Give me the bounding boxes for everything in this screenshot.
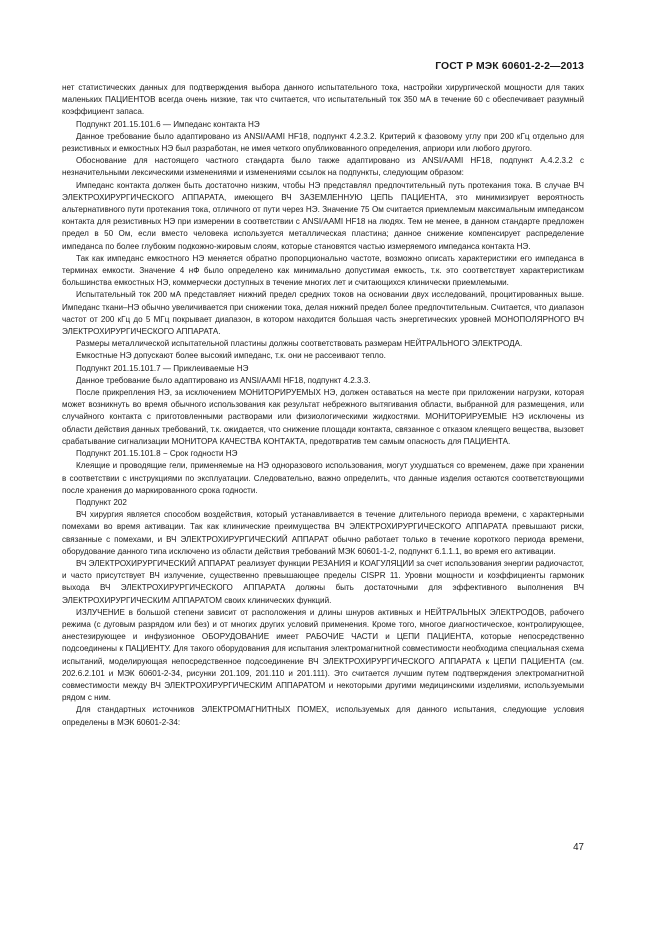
paragraph: ВЧ ЭЛЕКТРОХИРУРГИЧЕСКИЙ АППАРАТ реализует функции РЕЗАНИЯ и КОАГУЛЯЦИИ за счет использования энергии радиочастот, и часто присутствует ВЧ излучение, существенно превышающее пределы CISPR 11. Уровни мощности и коэффициенты гармоник выхода ВЧ ЭЛЕКТРОХИРУРГИЧЕСКОГО АППАРАТА должны быть достаточными для эффективного выполнения ВЧ ЭЛЕКТРОХИРУРГИЧЕСКИМ АППАРАТОМ своих клинических функций. [62,558,584,605]
paragraph: Данное требование было адаптировано из ANSI/AAMI HF18, подпункт 4.2.3.2. Критерий к фазовому углу при 200 кГц отдельно для резистивных и емкостных НЭ был разработан, не имея четкого опубликованного определения, априори или любого другого. [62,131,584,154]
paragraph: Клеящие и проводящие гели, применяемые на НЭ одноразового использования, могут ухудшаться со временем, даже при хранении в соответствии с инструкциями по эксплуатации. Следовательно, важно определить, что данные изделия остаются соответствующими после хранения до маркированного срока годности. [62,461,584,495]
paragraph: ИЗЛУЧЕНИЕ в большой степени зависит от расположения и длины шнуров активных и НЕЙТРАЛЬНЫХ ЭЛЕКТРОДОВ, рабочего режима (с дуговым разрядом или без) и от многих других условий применения. Кроме того, многое диагностическое, контролирующее, анестезирующее и инфузионное ОБОРУДОВАНИЕ имеет РАБОЧИЕ ЧАСТИ и ЦЕПИ ПАЦИЕНТА, которые непосредственно подсоединены к ПАЦИЕНТУ. Для такого оборудования для испытания электромагнитной совместимости необходима специальная схема испытаний, моделирующая непосредственное подсоединение ВЧ ЭЛЕКТРОХИРУРГИЧЕСКОГО АППАРАТА к ЦЕПИ ПАЦИЕНТА (см. 202.6.2.101 и МЭК 60601-2-34, рисунки 201.109, 201.110 и 201.111). Это считается лучшим путем подтверждения электромагнитной совместимости между ВЧ ЭЛЕКТРОХИРУРГИЧЕСКИМ АППАРАТОМ и некоторыми другими медицинскими изделиями, используемыми рядом с ним. [62,607,584,703]
paragraph: Подпункт 201.15.101.7 — Приклеиваемые НЭ [76,363,249,373]
paragraph: ВЧ хирургия является способом воздействия, который устанавливается в течение длительного периода времени, с характерными помехами во время активации. Так как клинические преимущества ВЧ ЭЛЕКТРОХИРУРГИЧЕСКОГО АППАРАТА превышают риски, связанные с помехами, и ВЧ ЭЛЕКТРОХИРУРГИЧЕСКИЙ АППАРАТ обычно работает только в течение короткого периода времени, оборудование данного типа исключено из области действия требований МЭК 60601-1-2, подпункт 6.1.1.1, во время его активации. [62,510,584,556]
paragraph: Испытательный ток 200 мА представляет нижний предел средних токов на основании двух исследований, процитированных выше. Импеданс ткани–НЭ обычно увеличивается при снижении тока, делая нижний предел более предпочтительным. Считается, что диапазон частот от 200 кГц до 5 МГц покрывает диапазон, в котором находится большая часть энергетических уровней МОНОПОЛЯРНОГО ВЧ ЭЛЕКТРОХИРУРГИЧЕСКОГО АППАРАТА. [62,290,584,337]
paragraph: Подпункт 201.15.101.8 − Срок годности НЭ [76,449,238,459]
paragraph: нет статистических данных для подтверждения выбора данного испытательного тока, настройки хирургической мощности для таких маленьких ПАЦИЕНТОВ всегда очень низкие, так что считается, что испытательный ток 350 мА в течение 60 с обеспечивает разумный коэффициент запаса. [62,83,584,117]
page-number: 47 [573,842,584,853]
paragraph: Размеры металлической испытательной пластины должны соответствовать размерам НЕЙТРАЛЬНОГО ЭЛЕКТРОДА. [76,339,523,349]
paragraph: После прикрепления НЭ, за исключением МОНИТОРИРУЕМЫХ НЭ, должен оставаться на месте при приложении нагрузки, которая может возникнуть во время обычного использования как результат небрежного вытягивания области, выбранной для размещения, или случайного контакта с приготовленными растворами или физиологическими жидкостями. МОНИТОРИРУЕМЫЕ НЭ исключены из области действия данных требований, т.к. ожидается, что снижение площади контакта, связанное с отказом клеящего вещества, вызовет срабатывание сигнализации МОНИТОРА КАЧЕСТВА КОНТАКТА, предотвратив тем самым опасность для ПАЦИЕНТА. [62,388,584,446]
paragraph: Данное требование было адаптировано из ANSI/AAMI HF18, подпункт 4.2.3.3. [76,375,371,385]
paragraph: Так как импеданс емкостного НЭ меняется обратно пропорционально частоте, возможно описать характеристики его импеданса в терминах емкости. Значение 4 нФ было определено как минимально допустимая емкость, т.к. это соответствует характеристикам большинства емкостных НЭ, коммерчески доступных в течение многих лет и считающихся клинически приемлемыми. [62,253,584,288]
standard-header: ГОСТ Р МЭК 60601-2-2—2013 [435,61,584,72]
paragraph: Подпункт 201.15.101.6 — Импеданс контакта НЭ [76,119,260,129]
paragraph: Импеданс контакта должен быть достаточно низким, чтобы НЭ представлял предпочтительный путь протекания тока. В случае ВЧ ЭЛЕКТРОХИРУРГИЧЕСКОГО АППАРАТА, имеющего ВЧ ЗАЗЕМЛЕННУЮ ЦЕПЬ ПАЦИЕНТА, это минимизирует вероятность альтернативного пути протекания тока, отличного от пути через НЭ. Значение 75 Ом считается приемлемым максимальным импедансом контакта для резистивных НЭ при измерении в соответствии с ANSI/AAMI HF18 на людях. Тем не менее, в данном стандарте предложен предел в 50 Ом, если вместо человека используется металлическая пластина; данное снижение компенсирует распределение импеданса по более глубоким подкожно-жировым слоям, которые становятся частью измеряемого импеданса контакта НЭ. [62,180,584,251]
paragraph: Подпункт 202 [76,497,127,507]
paragraph: Емкостные НЭ допускают более высокий импеданс, т.к. они не рассеивают тепло. [76,351,386,361]
paragraph: Для стандартных источников ЭЛЕКТРОМАГНИТНЫХ ПОМЕХ, используемых для данного испытания, следующие условия определены в МЭК 60601-2-34: [62,705,584,727]
paragraph: Обоснование для настоящего частного стандарта было также адаптировано из ANSI/AAMI HF18, подпункт А.4.2.3.2 с незначительными лексическими изменениями и изменениями ссылок на подпункты, следующим образом: [62,156,584,178]
document-body [62,82,584,729]
